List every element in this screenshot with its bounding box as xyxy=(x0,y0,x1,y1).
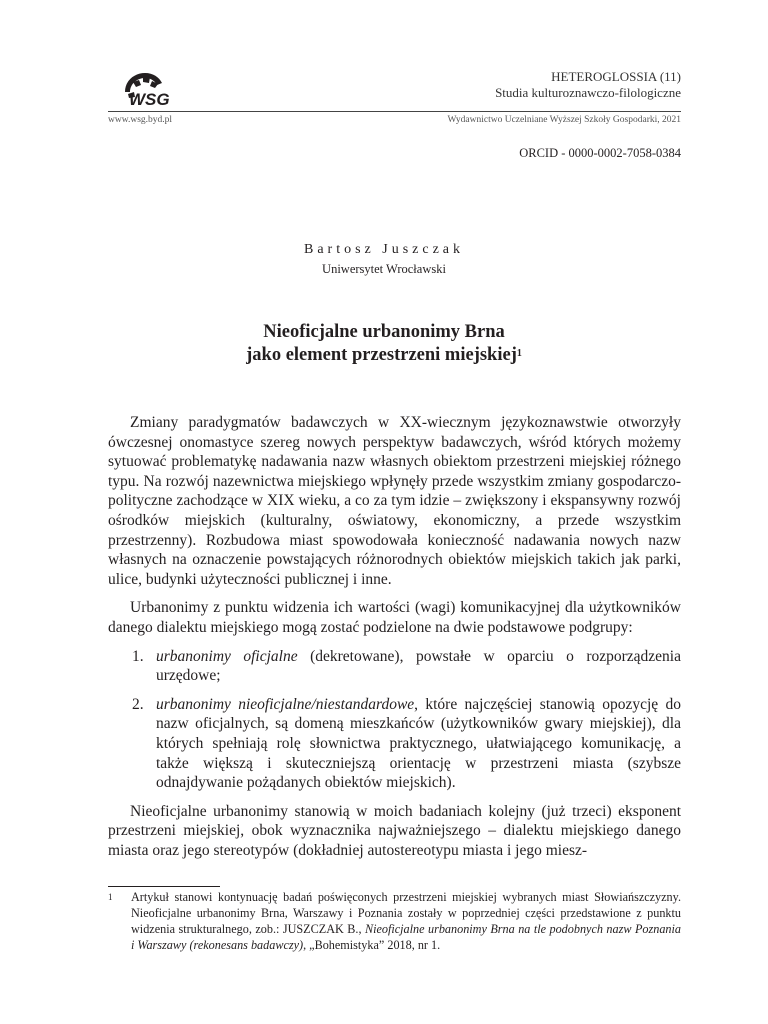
footnote-ref[interactable]: 1 xyxy=(516,348,522,359)
article-title xyxy=(0,321,768,367)
wsg-logo xyxy=(119,70,173,110)
logo-text: WSG xyxy=(129,90,170,109)
list-term: urbanonimy nieoficjalne/niestandardowe xyxy=(156,695,415,713)
journal-name: HETEROGLOSSIA (11) xyxy=(551,69,681,84)
footnote-rule xyxy=(108,886,220,887)
list-number: 2. xyxy=(132,695,144,713)
author-affiliation: Uniwersytet Wrocławski xyxy=(322,262,446,276)
journal-subtitle: Studia kulturoznawczo-filologiczne xyxy=(495,85,681,100)
list-text: , które najczęściej stanowią opozycję do nazw oficjalnych, są domeną mieszkańców (użytkowników gwary miejskiej), dla których spełniają rolę słownictwa praktycznego, ułatwiającego komunikację, a także większą i skuteczniejszą orientację w przestrzeni miasta (szybsze odnajdywanie pożądanych obiektów miejskich). xyxy=(156,695,681,792)
paragraph-3: Nieoficjalne urbanonimy stanowią w moich badaniach kolejny (już trzeci) eksponent przestrzeni miejskiej, obok wyznacznika najważniejszego – dialektu miejskiego danego miasta oraz jego stereotypów (dokładniej autostereotypu miasta i jego miesz- xyxy=(108,802,681,859)
list-item xyxy=(108,647,681,686)
footnote-text xyxy=(108,889,681,953)
footnote-text-end: , „Bohemistyka” 2018, nr 1. xyxy=(303,938,441,952)
header-rule xyxy=(108,111,681,112)
paragraph-1: Zmiany paradygmatów badawczych w XX-wiecznym językoznawstwie otworzyły ówczesnej onomastyce szereg nowych perspektyw badawczych, wśród których możemy sytuować problematykę nadawania nazw własnych obiektom przestrzeni miejskiej różnego typu. Na rozwój nazewnictwa miejskiego wpłynęły przede wszystkim zmiany gospodarczo-polityczne zachodzące w XIX wieku, a co za tym idzie – zwiększony i ekspansywny rozwój ośrodków miejskich (kulturalny, oświatowy, ekonomiczny, a przede wszystkim przestrzenny). Rozbudowa miast spowodowała konieczność nadawania nowych nazw własnych na oznaczenie powstających różnorodnych obiektów miejskich takich jak parki, ulice, budynki użyteczności publicznej i inne. xyxy=(108,414,681,588)
paragraph-2: Urbanonimy z punktu widzenia ich wartości (wagi) komunikacyjnej dla użytkowników danego dialektu miejskiego mogą zostać podzielone na dwie podstawowe podgrupy: xyxy=(108,599,681,636)
urbanonym-list xyxy=(108,647,681,793)
list-text: (dekretowane), powstałe w oparciu o rozporządzenia urzędowe; xyxy=(156,647,681,685)
footnote-citation-title: Nieoficjalne urbanonimy Brna na tle podobnych nazw Poznania i Warszawy (rekonesans badawczy) xyxy=(131,922,681,952)
list-number: 1. xyxy=(132,647,144,665)
list-term: urbanonimy oficjalne xyxy=(156,647,298,665)
footnote-text-start: Artykuł stanowi kontynuację badań poświęconych przestrzeni miejskiej wybranych miast Słowiańszczyzny. Nieoficjalne urbanonimy Brna, Warszawy i Poznania zostały w poprzedniej części przedstawione z punktu widzenia strukturalnego, zob.: JUSZCZAK B., xyxy=(131,890,681,936)
journal-info xyxy=(495,69,681,101)
list-item xyxy=(108,695,681,793)
website-link[interactable]: www.wsg.byd.pl xyxy=(108,115,173,125)
title-line-1: Nieoficjalne urbanonimy Brna xyxy=(263,322,505,342)
title-line-2 xyxy=(0,344,768,367)
title-line-2-text: jako element przestrzeni miejskiej xyxy=(246,345,517,365)
article-body xyxy=(108,413,681,869)
orcid-id: ORCID - 0000-0002-7058-0384 xyxy=(519,146,681,160)
footnote-marker: 1 xyxy=(108,892,113,902)
publisher-line: Wydawnictwo Uczelniane Wyższej Szkoły Gospodarki, 2021 xyxy=(447,115,681,125)
footnote xyxy=(108,889,681,953)
author-name: Bartosz Juszczak xyxy=(303,242,465,257)
